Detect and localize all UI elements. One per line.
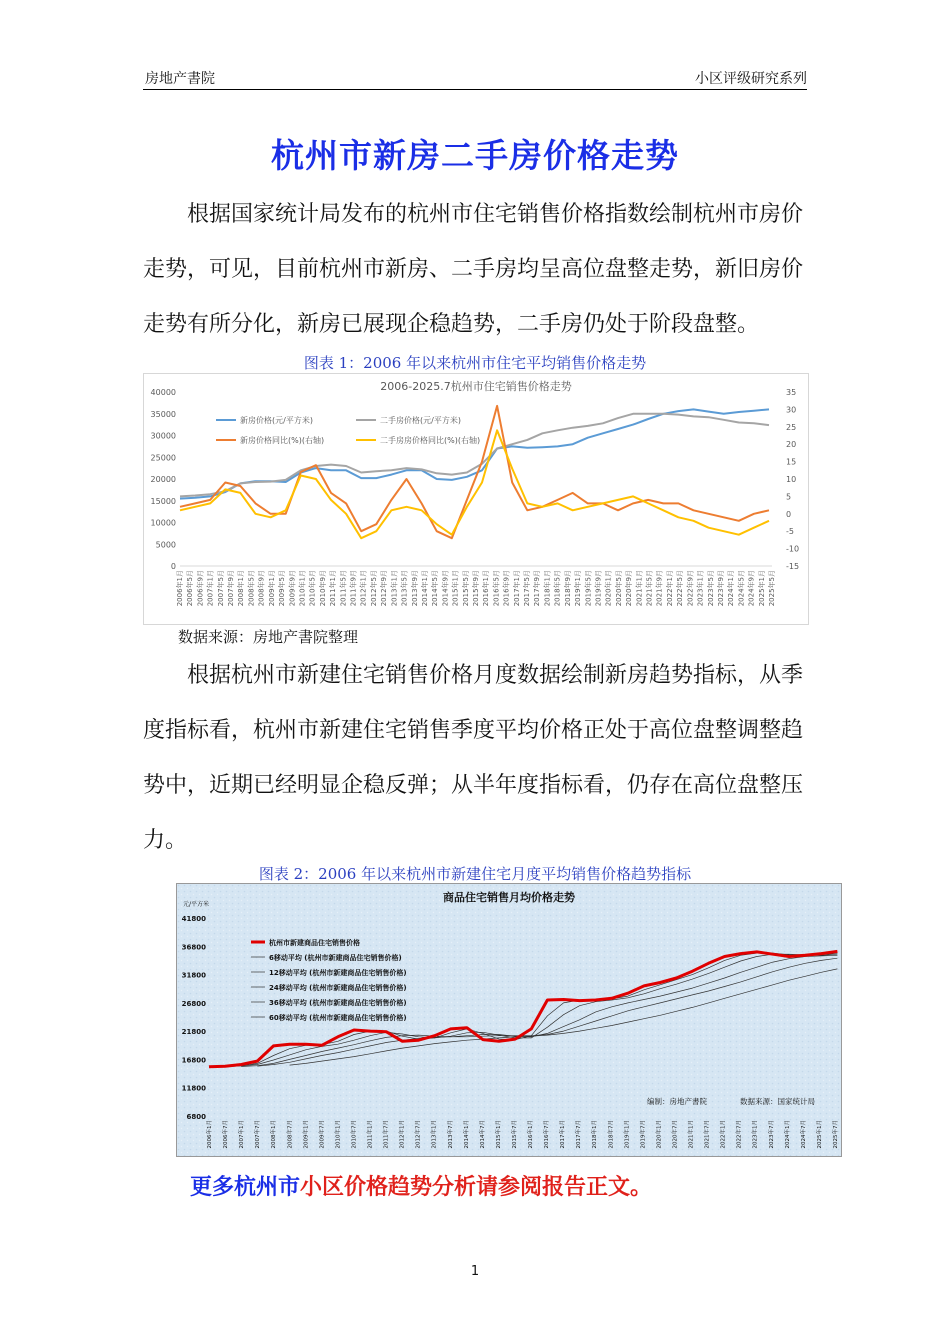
x-tick-49: 2022年5月 — [676, 570, 685, 607]
x-tick-35: 2023年7月 — [768, 1120, 775, 1149]
x-tick-35: 2017年9月 — [533, 570, 542, 607]
y-right-tick-6: 15 — [786, 457, 797, 467]
y-left-tick-2: 10000 — [150, 518, 176, 528]
y-right-tick-10: 35 — [786, 388, 797, 397]
x-tick-39: 2019年1月 — [574, 570, 583, 607]
x-tick-0: 2006年1月 — [176, 570, 184, 607]
x-tick-43: 2020年5月 — [614, 570, 623, 607]
legend-label-3: 24移动平均 (杭州市新建商品住宅销售价格) — [269, 984, 407, 992]
legend-label-0: 新房价格(元/平方米) — [240, 416, 313, 425]
y-right-tick-0: -15 — [786, 562, 800, 571]
x-tick-24: 2018年1月 — [592, 1120, 599, 1149]
x-tick-19: 2012年5月 — [369, 570, 378, 607]
x-tick-4: 2008年1月 — [271, 1120, 278, 1149]
x-tick-34: 2017年5月 — [523, 570, 531, 607]
x-tick-7: 2009年7月 — [319, 1120, 326, 1149]
y-tick-7: 41800 — [181, 915, 206, 923]
x-tick-1: 2006年7月 — [223, 1120, 230, 1149]
x-tick-33: 2017年1月 — [512, 570, 521, 607]
chart-2-svg — [177, 884, 841, 1156]
x-tick-44: 2020年9月 — [625, 570, 634, 607]
x-tick-22: 2017年1月 — [560, 1120, 567, 1149]
y-left-tick-4: 20000 — [150, 475, 176, 484]
chart-1-svg — [144, 374, 808, 624]
x-tick-17: 2011年9月 — [349, 570, 358, 607]
x-tick-47: 2021年9月 — [655, 570, 664, 607]
x-tick-30: 2016年1月 — [482, 570, 491, 607]
x-tick-5: 2008年7月 — [287, 1120, 294, 1149]
x-tick-11: 2009年9月 — [288, 570, 297, 607]
x-tick-15: 2013年7月 — [447, 1120, 454, 1149]
y-right-tick-1: -10 — [786, 544, 800, 554]
x-tick-20: 2012年9月 — [380, 570, 389, 607]
x-tick-4: 2007年5月 — [216, 570, 225, 607]
y-tick-2: 16800 — [181, 1056, 206, 1065]
x-tick-8: 2010年1月 — [335, 1120, 342, 1149]
y-tick-4: 26800 — [181, 999, 206, 1008]
x-tick-22: 2013年5月 — [400, 570, 409, 607]
legend-label-1: 二手房价格(元/平方米) — [380, 416, 461, 425]
x-tick-18: 2015年1月 — [495, 1120, 502, 1149]
x-tick-20: 2016年1月 — [528, 1120, 534, 1149]
x-tick-23: 2013年9月 — [410, 570, 419, 607]
x-tick-57: 2025年1月 — [757, 570, 766, 607]
x-tick-42: 2020年1月 — [604, 570, 613, 607]
x-tick-16: 2014年1月 — [463, 1120, 470, 1149]
x-tick-34: 2023年1月 — [752, 1120, 759, 1149]
y-tick-1: 11800 — [181, 1084, 206, 1093]
chart-2-title: 商品住宅销售月均价格走势 — [443, 891, 575, 904]
x-tick-2: 2006年9月 — [196, 570, 205, 607]
annotation-editor: 编制：房地产書院 — [647, 1097, 707, 1106]
x-tick-46: 2021年5月 — [645, 570, 654, 607]
y-tick-6: 36800 — [181, 943, 206, 952]
x-tick-6: 2008年1月 — [237, 570, 246, 607]
x-tick-26: 2014年9月 — [441, 570, 450, 607]
x-tick-56: 2024年9月 — [747, 570, 756, 607]
x-tick-45: 2021年1月 — [635, 570, 644, 607]
x-tick-32: 2016年9月 — [502, 570, 511, 607]
paragraph-2-text: 根据杭州市新建住宅销售价格月度数据绘制新房趋势指标，从季度指标看，杭州市新建住宅销售季度平均价格正处于高位盘整调整趋势中，近期已经明显企稳反弹；从半年度指标看，仍存在高位盘整压力。 — [143, 663, 804, 853]
x-tick-32: 2022年1月 — [720, 1120, 727, 1149]
paragraph-1-text: 根据国家统计局发布的杭州市住宅销售价格指数绘制杭州市房价走势，可见，目前杭州市新房、二手房均呈高位盘整走势，新旧房价走势有所分化，新房已展现企稳趋势，二手房仍处于阶段盘整。 — [143, 202, 804, 337]
more-note-part2: 小区价格趋势分析请参阅报告正文。 — [300, 1175, 653, 1200]
x-tick-27: 2015年1月 — [451, 570, 460, 607]
x-tick-13: 2012年7月 — [415, 1120, 422, 1149]
paragraph-2 — [143, 648, 807, 868]
x-tick-50: 2022年9月 — [686, 570, 695, 607]
x-tick-21: 2013年1月 — [390, 570, 399, 607]
y-left-tick-1: 5000 — [155, 540, 176, 550]
x-tick-31: 2016年5月 — [492, 570, 501, 607]
x-tick-26: 2019年1月 — [624, 1120, 631, 1149]
x-tick-9: 2010年7月 — [351, 1120, 358, 1149]
y-left-tick-6: 30000 — [150, 431, 176, 441]
x-tick-1: 2006年5月 — [186, 570, 195, 607]
x-tick-27: 2019年7月 — [640, 1120, 647, 1149]
more-note — [190, 1170, 652, 1201]
y-tick-3: 21800 — [181, 1028, 206, 1037]
x-tick-10: 2009年5月 — [278, 570, 287, 607]
figure-2-caption: 图表 2：2006 年以来杭州市新建住宅月度平均销售价格趋势指标 — [258, 865, 692, 883]
x-tick-29: 2020年7月 — [672, 1120, 679, 1149]
legend-label-3: 二手房房价格同比(%)(右轴) — [380, 436, 481, 445]
chart-1-title: 2006-2025.7杭州市住宅销售价格走势 — [380, 380, 572, 393]
x-tick-18: 2012年1月 — [359, 570, 368, 607]
x-tick-12: 2010年1月 — [298, 570, 307, 607]
figure-1-source: 数据来源：房地产書院整理 — [178, 628, 359, 646]
page-title: 杭州市新房二手房价格走势 — [271, 136, 679, 175]
x-tick-5: 2007年9月 — [227, 570, 235, 607]
x-tick-54: 2024年1月 — [727, 570, 736, 607]
legend-label-4: 36移动平均 (杭州市新建商品住宅销售价格) — [269, 999, 407, 1007]
chart-2 — [176, 883, 842, 1157]
header-divider — [143, 89, 807, 90]
x-tick-24: 2014年1月 — [421, 570, 429, 607]
x-tick-51: 2023年1月 — [696, 570, 705, 607]
x-tick-40: 2019年5月 — [584, 570, 593, 607]
y-right-tick-7: 20 — [786, 440, 797, 450]
x-tick-53: 2023年9月 — [717, 570, 725, 607]
x-tick-14: 2010年9月 — [318, 570, 327, 607]
x-tick-36: 2024年1月 — [784, 1120, 791, 1149]
legend-label-1: 6移动平均 (杭州市新建商品住宅销售价格) — [269, 954, 402, 962]
x-tick-10: 2011年1月 — [367, 1120, 374, 1149]
x-tick-25: 2018年7月 — [608, 1120, 615, 1149]
y-right-tick-4: 5 — [786, 492, 792, 502]
legend-label-2: 新房价格同比(%)(右轴) — [240, 436, 325, 445]
y-left-tick-5: 25000 — [150, 453, 176, 463]
y-right-tick-5: 10 — [786, 475, 797, 484]
x-tick-28: 2020年1月 — [656, 1120, 663, 1149]
header-left: 房地产書院 — [145, 71, 215, 87]
x-tick-38: 2018年9月 — [563, 570, 572, 607]
x-tick-19: 2015年7月 — [512, 1120, 518, 1149]
y-tick-0: 6800 — [186, 1113, 206, 1121]
header-right: 小区评级研究系列 — [695, 71, 807, 87]
x-tick-37: 2024年7月 — [800, 1120, 807, 1149]
x-tick-29: 2015年9月 — [472, 570, 480, 607]
x-tick-41: 2019年9月 — [594, 570, 603, 607]
x-tick-36: 2018年1月 — [543, 570, 552, 607]
x-tick-0: 2006年1月 — [207, 1120, 213, 1149]
x-tick-17: 2014年7月 — [479, 1120, 486, 1149]
figure-1-caption: 图表 1：2006 年以来杭州市住宅平均销售价格走势 — [303, 354, 647, 372]
x-tick-58: 2025年5月 — [768, 570, 776, 607]
paragraph-1 — [143, 187, 807, 352]
y-left-tick-8: 40000 — [150, 388, 176, 397]
page-number: 1 — [470, 1264, 480, 1279]
x-tick-13: 2010年5月 — [308, 570, 317, 607]
legend-label-5: 60移动平均 (杭州市新建商品住宅销售价格) — [269, 1014, 407, 1022]
x-tick-28: 2015年5月 — [461, 570, 470, 607]
x-tick-37: 2018年5月 — [553, 570, 562, 607]
y-right-tick-9: 30 — [786, 405, 797, 415]
x-tick-52: 2023年5月 — [706, 570, 715, 607]
x-tick-21: 2016年7月 — [544, 1120, 551, 1149]
series-line-3 — [180, 430, 769, 538]
chart-1 — [143, 373, 809, 625]
x-tick-31: 2021年7月 — [704, 1120, 711, 1149]
x-tick-33: 2022年7月 — [736, 1120, 743, 1149]
x-tick-16: 2011年5月 — [339, 570, 348, 607]
x-tick-7: 2008年5月 — [247, 570, 256, 607]
x-tick-3: 2007年1月 — [206, 570, 215, 607]
x-tick-9: 2009年1月 — [267, 570, 276, 607]
x-tick-25: 2014年5月 — [431, 570, 440, 607]
y-axis-unit: 元/平方米 — [183, 901, 210, 908]
x-tick-6: 2009年1月 — [303, 1120, 310, 1149]
x-tick-14: 2013年1月 — [431, 1120, 438, 1149]
y-right-tick-3: 0 — [786, 509, 792, 519]
x-tick-30: 2021年1月 — [688, 1120, 695, 1149]
x-tick-8: 2008年9月 — [257, 570, 266, 607]
y-right-tick-2: -5 — [786, 527, 794, 537]
y-left-tick-0: 0 — [170, 562, 176, 571]
x-tick-12: 2012年1月 — [399, 1120, 406, 1149]
x-tick-48: 2022年1月 — [665, 570, 674, 607]
x-tick-3: 2007年7月 — [255, 1120, 262, 1149]
series-line-1 — [180, 414, 769, 497]
x-tick-39: 2025年7月 — [833, 1120, 839, 1149]
y-right-tick-8: 25 — [786, 422, 797, 432]
y-left-tick-7: 35000 — [150, 409, 176, 419]
x-tick-15: 2011年1月 — [329, 570, 338, 607]
x-tick-2: 2007年1月 — [239, 1120, 246, 1149]
x-tick-38: 2025年1月 — [816, 1120, 823, 1149]
legend-label-2: 12移动平均 (杭州市新建商品住宅销售价格) — [269, 969, 407, 977]
more-note-part1: 更多杭州市 — [190, 1175, 301, 1200]
x-tick-23: 2017年7月 — [576, 1120, 583, 1149]
y-left-tick-3: 15000 — [150, 496, 176, 506]
x-tick-11: 2011年7月 — [383, 1120, 390, 1149]
x-tick-55: 2024年5月 — [737, 570, 746, 607]
annotation-source: 数据来源：国家统计局 — [740, 1097, 815, 1106]
legend-label-0: 杭州市新建商品住宅销售价格 — [269, 939, 360, 947]
y-tick-5: 31800 — [181, 971, 206, 980]
